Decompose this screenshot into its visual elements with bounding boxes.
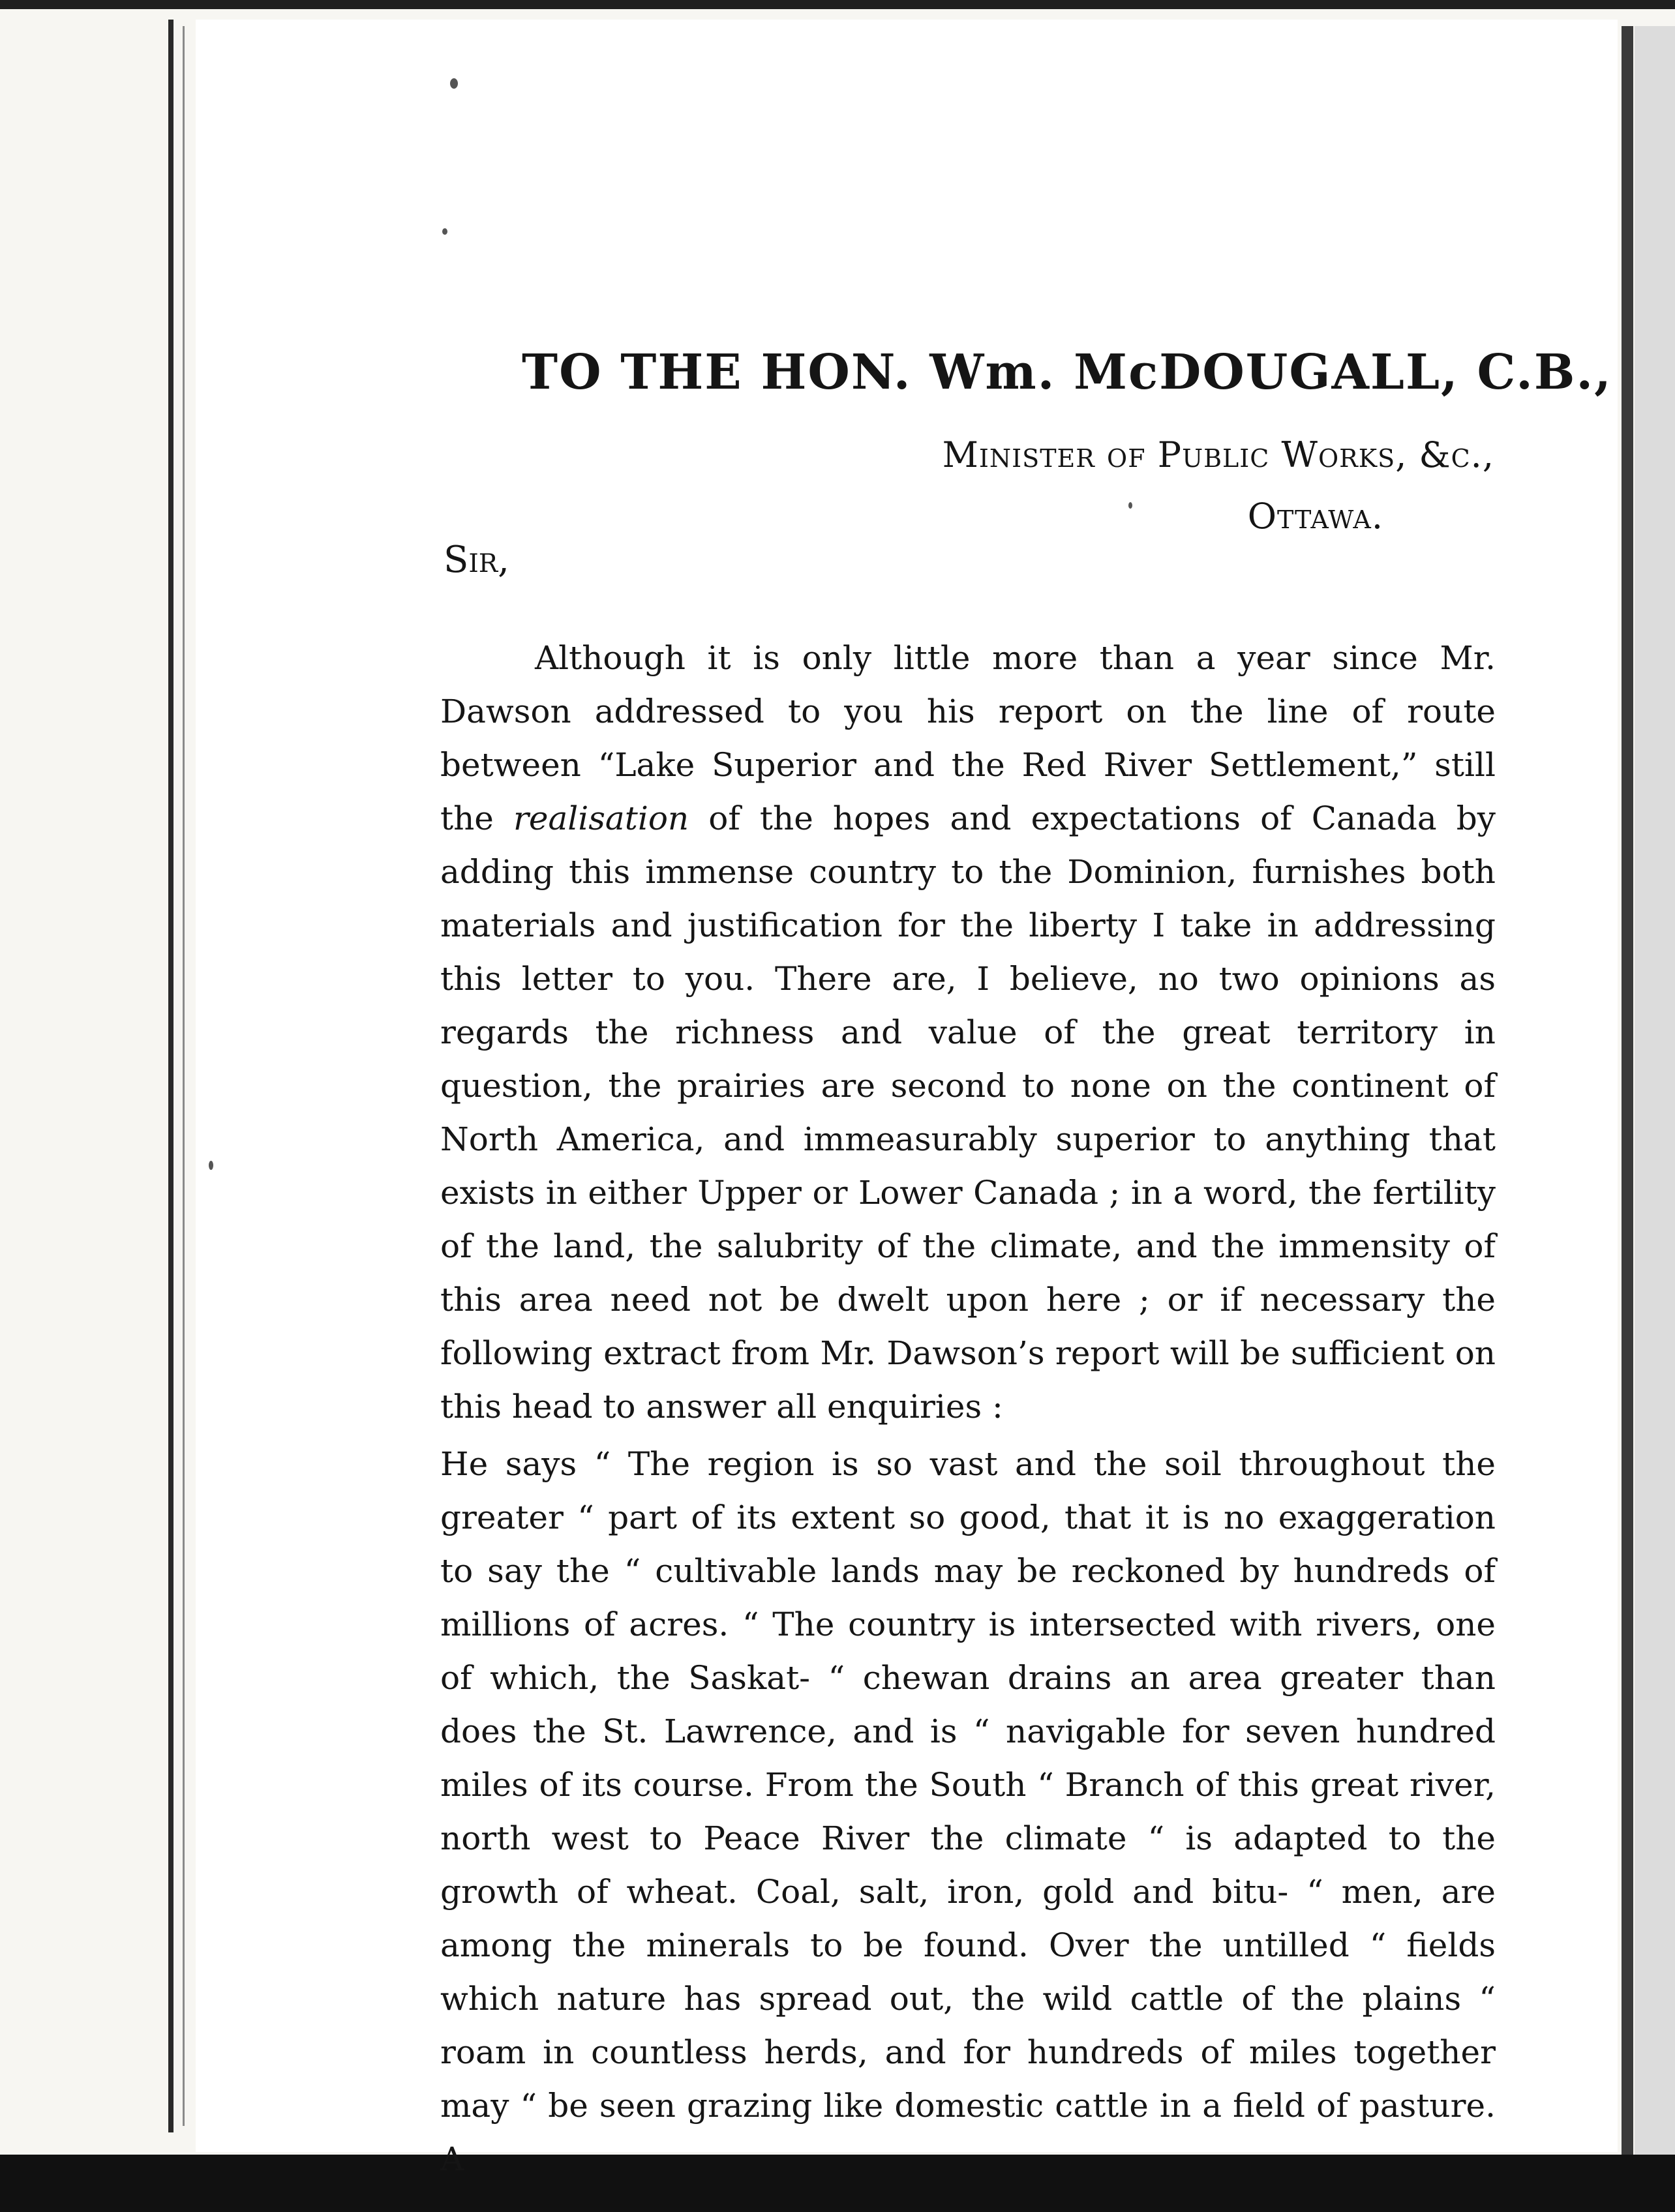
salutation: Sir,	[444, 539, 509, 581]
scan-right-margin	[1635, 26, 1675, 2198]
scan-speck	[450, 78, 458, 89]
scan-left-edge-line	[183, 26, 185, 2126]
scan-speck	[442, 228, 447, 235]
paragraph-1	[440, 631, 1496, 1433]
scan-speck	[209, 1161, 213, 1170]
paragraph-1-end: of the hopes and expectations of Canada by adding this immense country to the Dominion, furnishes both materials and justification for the liberty I take in addressing this letter to you. There are, I believe, no two opinions as regards the richness and value of the great territory in question, the prairies are second to none on the continent of North America, and immeasurably superior to anything that exists in either Upper or Lower Canada ; in a word, the fertility of the land, the salubrity of the climate, and the immensity of this area need not be dwelt upon here ; or if necessary the following extract from Mr. Dawson’s report will be sufficient on this head to answer all enquiries :	[440, 800, 1496, 1426]
paragraph-1-start: Although it is only little more than a year since Mr. Dawson addressed to you his report on the line of route between “Lake Superior and the Red River Settlement,” still the	[440, 639, 1496, 837]
recipient-location: Ottawa.	[1247, 496, 1383, 537]
paragraph-2-quote: He says “ The region is so vast and the soil throughout the greater “ part of its extent so good, that it is no exaggeration to say the “ cultivable lands may be reckoned by hundreds of millions of acres. “ The country is intersected with rivers, one of which, the Saskat- “ chewan drains an area greater than does the St. Lawrence, and is “ navigable for seven hundred miles of its course. From the South “ Branch of this great river, north west to Peace River the climate “ is adapted to the growth of wheat. Coal, salt, iron, gold and bitu- “ men, are among the minerals to be found. Over the untilled “ fields which nature has spread out, the wild cattle of the plains “ roam in countless herds, and for hundreds of miles together may “ be seen grazing like domestic cattle in a field of pasture. A	[440, 1445, 1496, 2178]
recipient-title: Minister of Public Works, &c.,	[942, 434, 1494, 475]
scan-left-edge	[168, 20, 174, 2132]
scan-speck	[1128, 502, 1132, 509]
paragraph-1-emphasis: realisation	[513, 800, 689, 837]
scan-top-edge	[0, 0, 1675, 9]
scan-right-edge	[1622, 26, 1633, 2198]
letter-heading: TO THE HON. Wm. McDOUGALL, C.B.,	[522, 344, 1612, 400]
letter-body	[440, 631, 1496, 2186]
